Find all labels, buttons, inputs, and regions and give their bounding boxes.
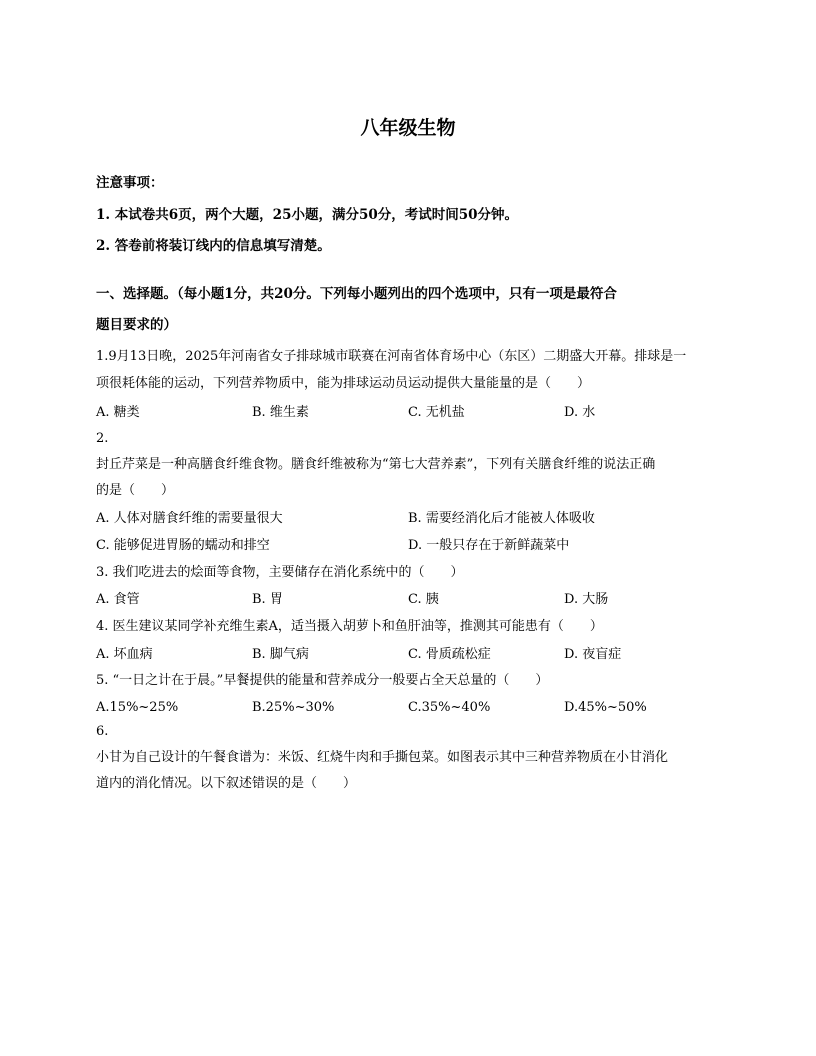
option-a: A.15%~25%	[96, 700, 179, 715]
option-d: D.45%~50%	[564, 700, 647, 715]
option-c: C. 能够促进胃肠的蠕动和排空	[96, 538, 270, 553]
question-number: 2.	[96, 431, 109, 446]
question-stem: 项很耗体能的运动，下列营养物质中，能为排球运动员运动提供大量能量的是（ ）	[96, 376, 591, 391]
option-b: B. 脚气病	[252, 647, 309, 662]
notice-item: 1. 本试卷共6页，两个大题，25小题，满分50分，考试时间50分钟。	[96, 207, 519, 223]
question-stem: 5. “一日之计在于晨。”早餐提供的能量和营养成分一般要占全天总量的（ ）	[96, 673, 549, 688]
option-d: D. 大肠	[564, 592, 609, 607]
option-c: C.35%~40%	[408, 700, 491, 715]
question-stem: 道内的消化情况。以下叙述错误的是（ ）	[96, 776, 357, 791]
page-title: 八年级生物	[360, 117, 456, 139]
option-a: A. 人体对膳食纤维的需要量很大	[96, 511, 283, 526]
option-a: A. 坏血病	[96, 647, 153, 662]
option-b: B. 维生素	[252, 405, 309, 420]
option-b: B. 胃	[252, 592, 283, 607]
notice-item: 2. 答卷前将装订线内的信息填写清楚。	[96, 238, 331, 254]
option-c: C. 胰	[408, 592, 439, 607]
section-heading: 一、选择题。（每小题1分，共20分。下列每小题列出的四个选项中，只有一项是最符合	[96, 286, 617, 302]
question-number: 6.	[96, 724, 109, 739]
option-d: D. 水	[564, 405, 596, 420]
question-stem: 小甘为自己设计的午餐食谱为：米饭、红烧牛肉和手撕包菜。如图表示其中三种营养物质在小甘消化	[96, 750, 669, 765]
option-c: C. 无机盐	[408, 405, 465, 420]
option-d: D. 一般只存在于新鲜蔬菜中	[408, 538, 570, 553]
option-a: A. 食管	[96, 592, 140, 607]
question-stem: 4. 医生建议某同学补充维生素A，适当摄入胡萝卜和鱼肝油等，推测其可能患有（ ）	[96, 619, 603, 634]
question-stem: 1.9月13日晚，2025年河南省女子排球城市联赛在河南省体育场中心（东区）二期盛大开幕。排球是一	[96, 349, 687, 364]
section-heading: 题目要求的）	[96, 317, 177, 333]
option-b: B.25%~30%	[252, 700, 335, 715]
option-d: D. 夜盲症	[564, 647, 622, 662]
notice-heading: 注意事项：	[96, 175, 164, 191]
option-b: B. 需要经消化后才能被人体吸收	[408, 511, 595, 526]
option-a: A. 糖类	[96, 405, 140, 420]
question-stem: 的是（ ）	[96, 483, 175, 498]
question-stem: 封丘芹菜是一种高膳食纤维食物。膳食纤维被称为“第七大营养素”，下列有关膳食纤维的说法正确	[96, 457, 656, 472]
question-stem: 3. 我们吃进去的烩面等食物，主要储存在消化系统中的（ ）	[96, 565, 464, 580]
option-c: C. 骨质疏松症	[408, 647, 491, 662]
